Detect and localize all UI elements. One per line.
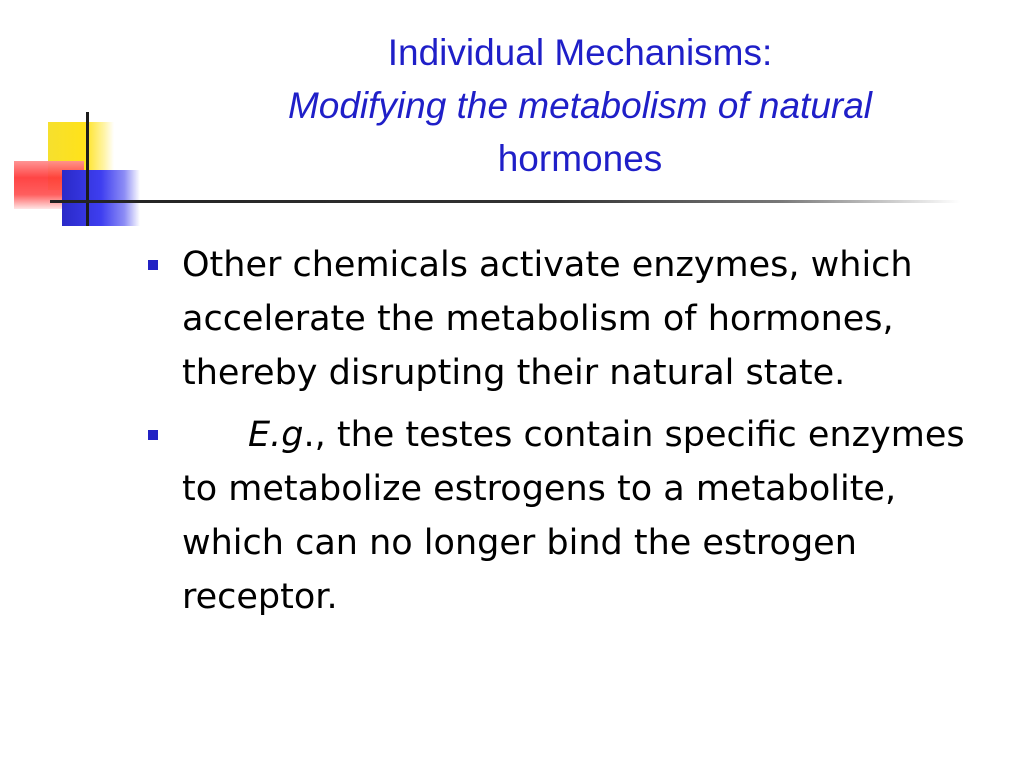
bullet-italic-prefix: E.g <box>248 415 304 455</box>
logo-vertical-line <box>86 112 89 226</box>
bullet-square-icon <box>148 430 158 440</box>
slide-title <box>150 26 1010 185</box>
bullet-item-1 <box>142 238 972 400</box>
title-underline <box>50 200 960 203</box>
title-line-2: Modifying the metabolism of natural <box>287 85 873 126</box>
title-line-1: Individual Mechanisms: <box>387 32 773 73</box>
bullet-text: ., the testes contain specific enzymes to metabolize estrogens to a metabolite, which can no longer bind the estrogen receptor. <box>182 415 965 617</box>
title-line-3: hormones <box>497 138 663 179</box>
bullet-square-icon <box>148 260 158 270</box>
bullet-item-2 <box>142 408 972 624</box>
bullet-text: Other chemicals activate enzymes, which accelerate the metabolism of hormones, thereby disrupting their natural state. <box>182 245 913 393</box>
logo-blue-square <box>62 170 140 226</box>
bullet-list <box>142 238 972 632</box>
